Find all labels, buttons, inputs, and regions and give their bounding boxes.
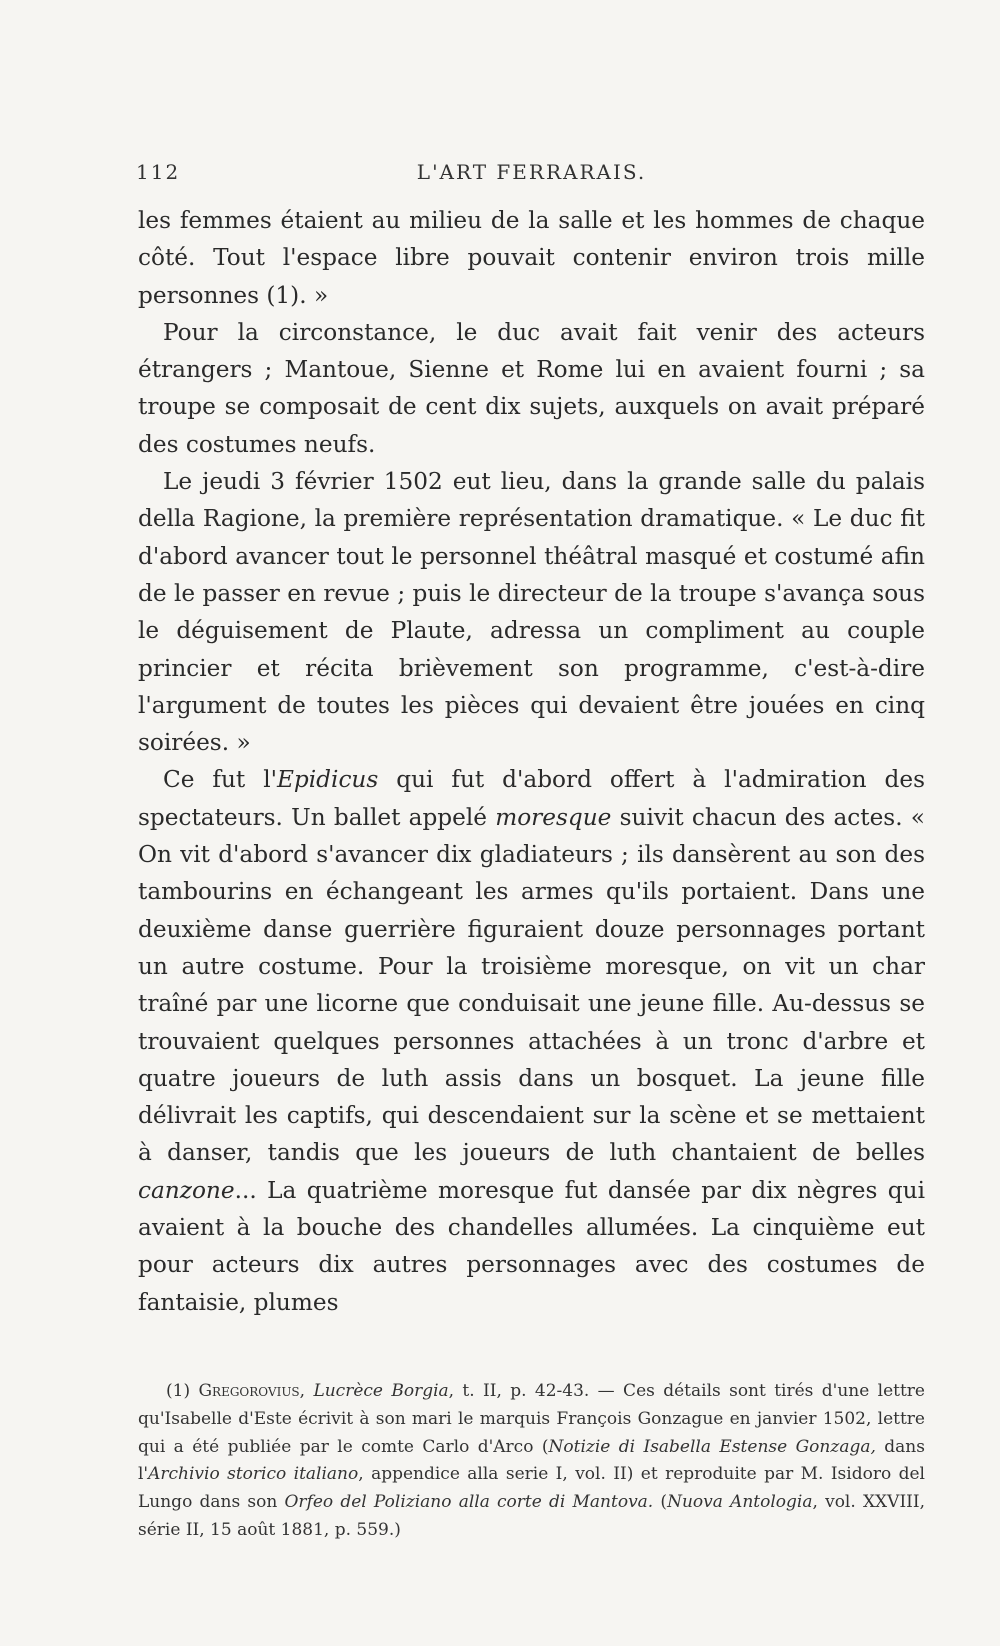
body-text: [138, 202, 925, 1321]
title-epidicus: Epidicus: [277, 766, 379, 794]
footnote-text-3: , appendice alla serie I, vol. II) et reproduite par M. Isidoro del Lungo dans son: [138, 1464, 925, 1513]
footnote-work-3: Archivio storico italiano: [148, 1464, 359, 1485]
paragraph-4-part-d: ... La quatrième moresque fut dansée par dix nègres qui avaient à la bouche des chandelles allumées. La cinquième eut pour acteurs dix autres personnages avec des costumes de fantaisie, plumes: [138, 1176, 925, 1316]
footnotes: [138, 1378, 925, 1545]
footnote-sep: ,: [299, 1381, 314, 1401]
paragraph-4-part-a: Ce fut l': [163, 766, 277, 794]
paragraph-4: [138, 761, 925, 1320]
paragraph-4-part-b: qui fut d'abord offert à l'admiration des spectateurs. Un ballet appelé: [138, 766, 925, 831]
footnote-work-5: Nuova Antologia: [667, 1492, 813, 1513]
page-number: 112: [136, 160, 181, 184]
footnote-work-4: Orfeo del Poliziano alla corte di Mantova.: [284, 1492, 654, 1513]
footnote-work-2: Notizie di Isabella Estense Gonzaga,: [548, 1436, 876, 1457]
footnote-1: [138, 1378, 925, 1545]
paragraph-2: Pour la circonstance, le duc avait fait venir des acteurs étrangers ; Mantoue, Sienne et Rome lui en avaient fourni ; sa troupe se composait de cent dix sujets, auxquels on avait préparé des costumes neufs.: [138, 318, 925, 458]
footnote-work-1: Lucrèce Borgia: [313, 1381, 449, 1401]
footnote-marker: (1): [166, 1381, 199, 1401]
footnote-author: Gregorovius: [198, 1381, 300, 1401]
paragraph-1: les femmes étaient au milieu de la salle et les hommes de chaque côté. Tout l'espace libre pouvait contenir environ trois mille personnes (1). »: [138, 207, 925, 309]
footnote-text-2: dans l': [138, 1436, 925, 1485]
running-title: L'ART FERRARAIS.: [416, 160, 647, 184]
term-canzone: canzone: [138, 1176, 235, 1204]
footnote-text-5: , vol. XXVIII, série II, 15 août 1881, p. 559.): [138, 1492, 925, 1540]
running-head: [138, 160, 925, 192]
footnote-text-4: (: [653, 1492, 668, 1513]
paragraph-3: Le jeudi 3 février 1502 eut lieu, dans la grande salle du palais della Ragione, la première représentation dramatique. « Le duc fit d'abord avancer tout le personnel théâtral masqué et costumé afin de le passer en revue ; puis le directeur de la troupe s'avança sous le déguisement de Plaute, adressa un compliment au couple princier et récita brièvement son programme, c'est-à-dire l'argument de toutes les pièces qui devaient être jouées en cinq soirées. »: [138, 468, 925, 757]
page: [138, 160, 925, 1321]
paragraph-4-part-c: suivit chacun des actes. « On vit d'abord s'avancer dix gladiateurs ; ils dansèrent au son des tambourins en échangeant les armes qu'ils portaient. Dans une deuxième danse guerrière figuraient douze personnages portant un autre costume. Pour la troisième moresque, on vit un char traîné par une licorne que conduisait une jeune fille. Au-dessus se trouvaient quelques personnes attachées à un tronc d'arbre et quatre joueurs de luth assis dans un bosquet. La jeune fille délivrait les captifs, qui descendaient sur la scène et se mettaient à danser, tandis que les joueurs de luth chantaient de belles: [138, 803, 925, 1167]
term-moresque: moresque: [495, 803, 612, 831]
footnote-text-1: , t. II, p. 42-43. — Ces détails sont tirés d'une lettre qu'Isabelle d'Este écrivit à son mari le marquis François Gonzague en janvier 1502, lettre qui a été publiée par le comte Carlo d'Arco (: [138, 1381, 925, 1457]
